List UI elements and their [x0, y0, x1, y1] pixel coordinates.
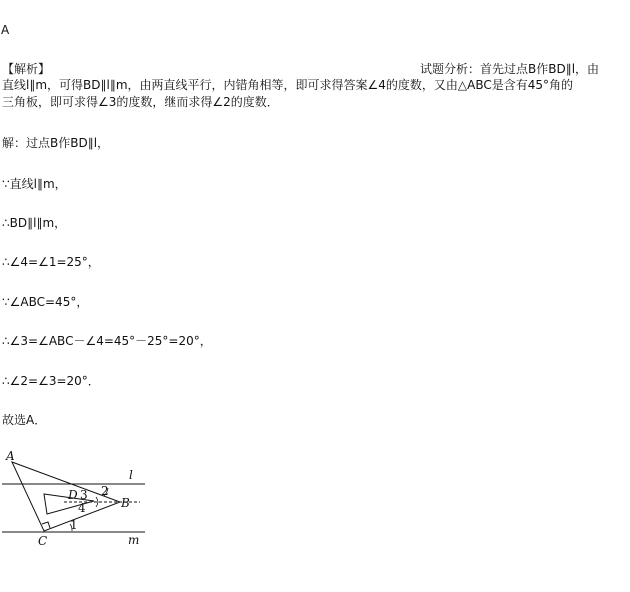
label-d: D [68, 488, 78, 502]
analysis-line-2: 直线l∥m，可得BD∥l∥m，由两直线平行，内错角相等，即可求得答案∠4的度数，又由△ABC是含有45°角的 [2, 78, 574, 92]
right-angle-mark [42, 522, 50, 528]
solution-step: ∴∠2=∠3=20°． [2, 374, 100, 388]
angle-label-4: 4 [78, 501, 86, 515]
label-l: l [129, 468, 133, 482]
label-a: A [6, 449, 15, 463]
angle-label-2: 2 [101, 484, 109, 498]
label-b: B [121, 496, 130, 510]
geometry-figure [0, 448, 160, 558]
section-label: 【解析】 [2, 62, 51, 76]
solution-step: ∴∠3=∠ABC－∠4=45°－25°=20°， [2, 334, 212, 348]
angle-arc-4 [96, 502, 98, 507]
analysis-line-1: 试题分析：首先过点B作BD∥l，由 [420, 62, 600, 76]
analysis-line-3: 三角板，即可求得∠3的度数，继而求得∠2的度数． [2, 95, 279, 109]
answer-text: A [1, 23, 10, 37]
solution-step: ∴∠4=∠1=25°， [2, 255, 100, 269]
angle-arc-3 [96, 497, 98, 502]
angle-label-1: 1 [70, 518, 78, 532]
angle-label-3: 3 [80, 488, 88, 502]
solution-step: ∵直线l∥m， [2, 177, 67, 191]
label-m: m [128, 533, 140, 547]
solution-step: ∵∠ABC=45°， [2, 295, 89, 309]
solution-final: 故选A． [2, 413, 47, 427]
label-c: C [38, 534, 48, 548]
solution-intro: 解：过点B作BD∥l， [2, 136, 110, 150]
solution-step: ∴BD∥l∥m， [2, 216, 67, 230]
